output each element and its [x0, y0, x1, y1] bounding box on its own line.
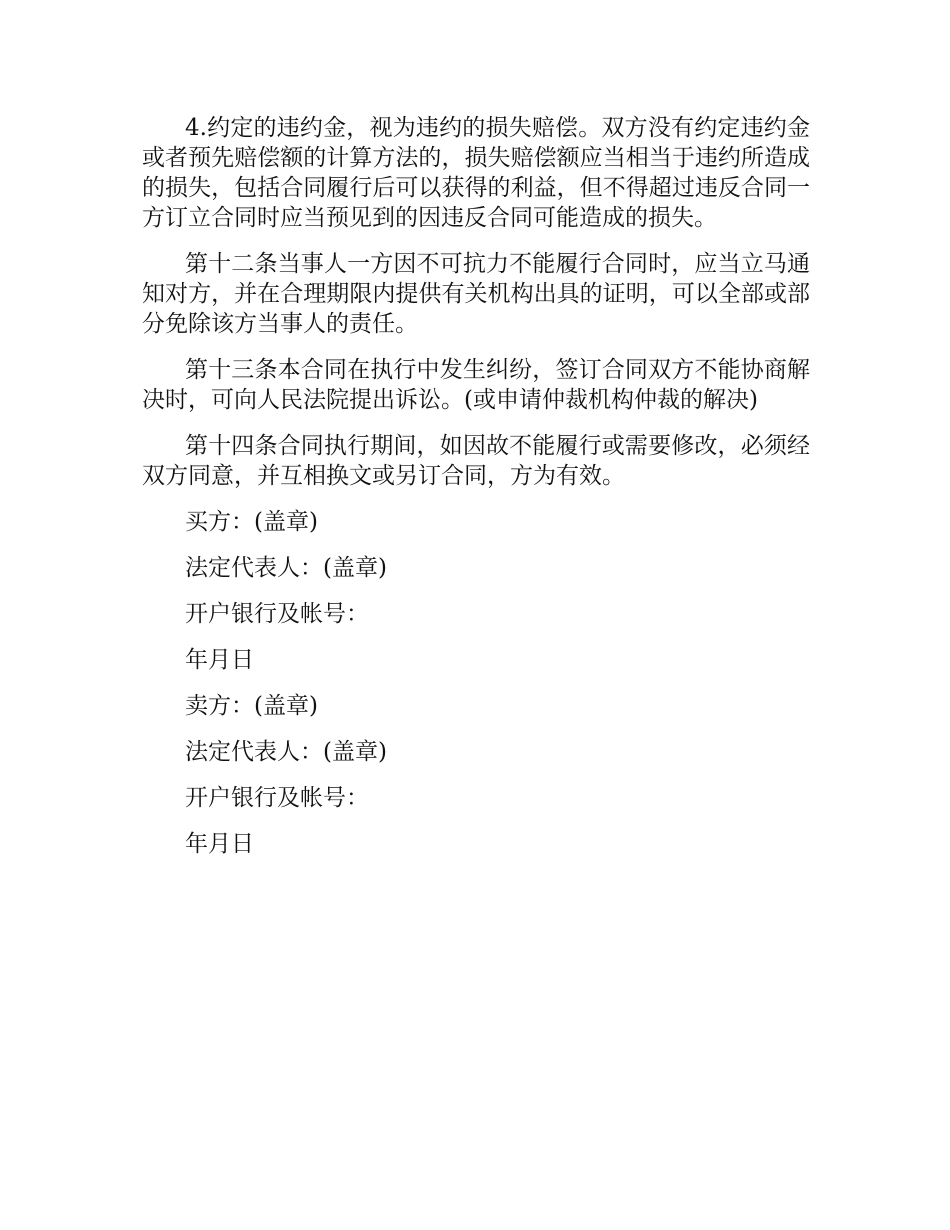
buyer-bank-line: 开户银行及帐号： [185, 601, 369, 627]
buyer-date-line: 年月日 [185, 647, 254, 673]
seller-representative-line: 法定代表人：(盖章) [185, 739, 387, 765]
clause-liquidated-damages: 4.约定的违约金，视为违约的损失赔偿。双方没有约定违约金或者预先赔偿额的计算方法的，损失赔偿额应当相当于违约所造成的损失，包括合同履行后可以获得的利益，但不得超过违反合同一方订立合同时应当预见到的因违反合同可能造成的损失。 [142, 115, 810, 231]
buyer-representative-line: 法定代表人：(盖章) [185, 555, 387, 581]
buyer-signature-block [142, 507, 810, 675]
clause-fourteen-amendments: 第十四条合同执行期间，如因故不能履行或需要修改，必须经双方同意，并互相换文或另订合同，方为有效。 [142, 433, 810, 489]
buyer-party-line: 买方：(盖章) [185, 509, 318, 535]
seller-party-line: 卖方：(盖章) [185, 693, 318, 719]
document-body [142, 113, 810, 875]
seller-signature-block [142, 691, 810, 859]
seller-bank-line: 开户银行及帐号： [185, 785, 369, 811]
clause-twelve-force-majeure: 第十二条当事人一方因不可抗力不能履行合同时，应当立马通知对方，并在合理期限内提供有关机构出具的证明，可以全部或部分免除该方当事人的责任。 [142, 251, 810, 337]
seller-date-line: 年月日 [185, 831, 254, 857]
clause-thirteen-disputes: 第十三条本合同在执行中发生纠纷，签订合同双方不能协商解决时，可向人民法院提出诉讼。(或申请仲裁机构仲裁的解决) [142, 357, 810, 413]
